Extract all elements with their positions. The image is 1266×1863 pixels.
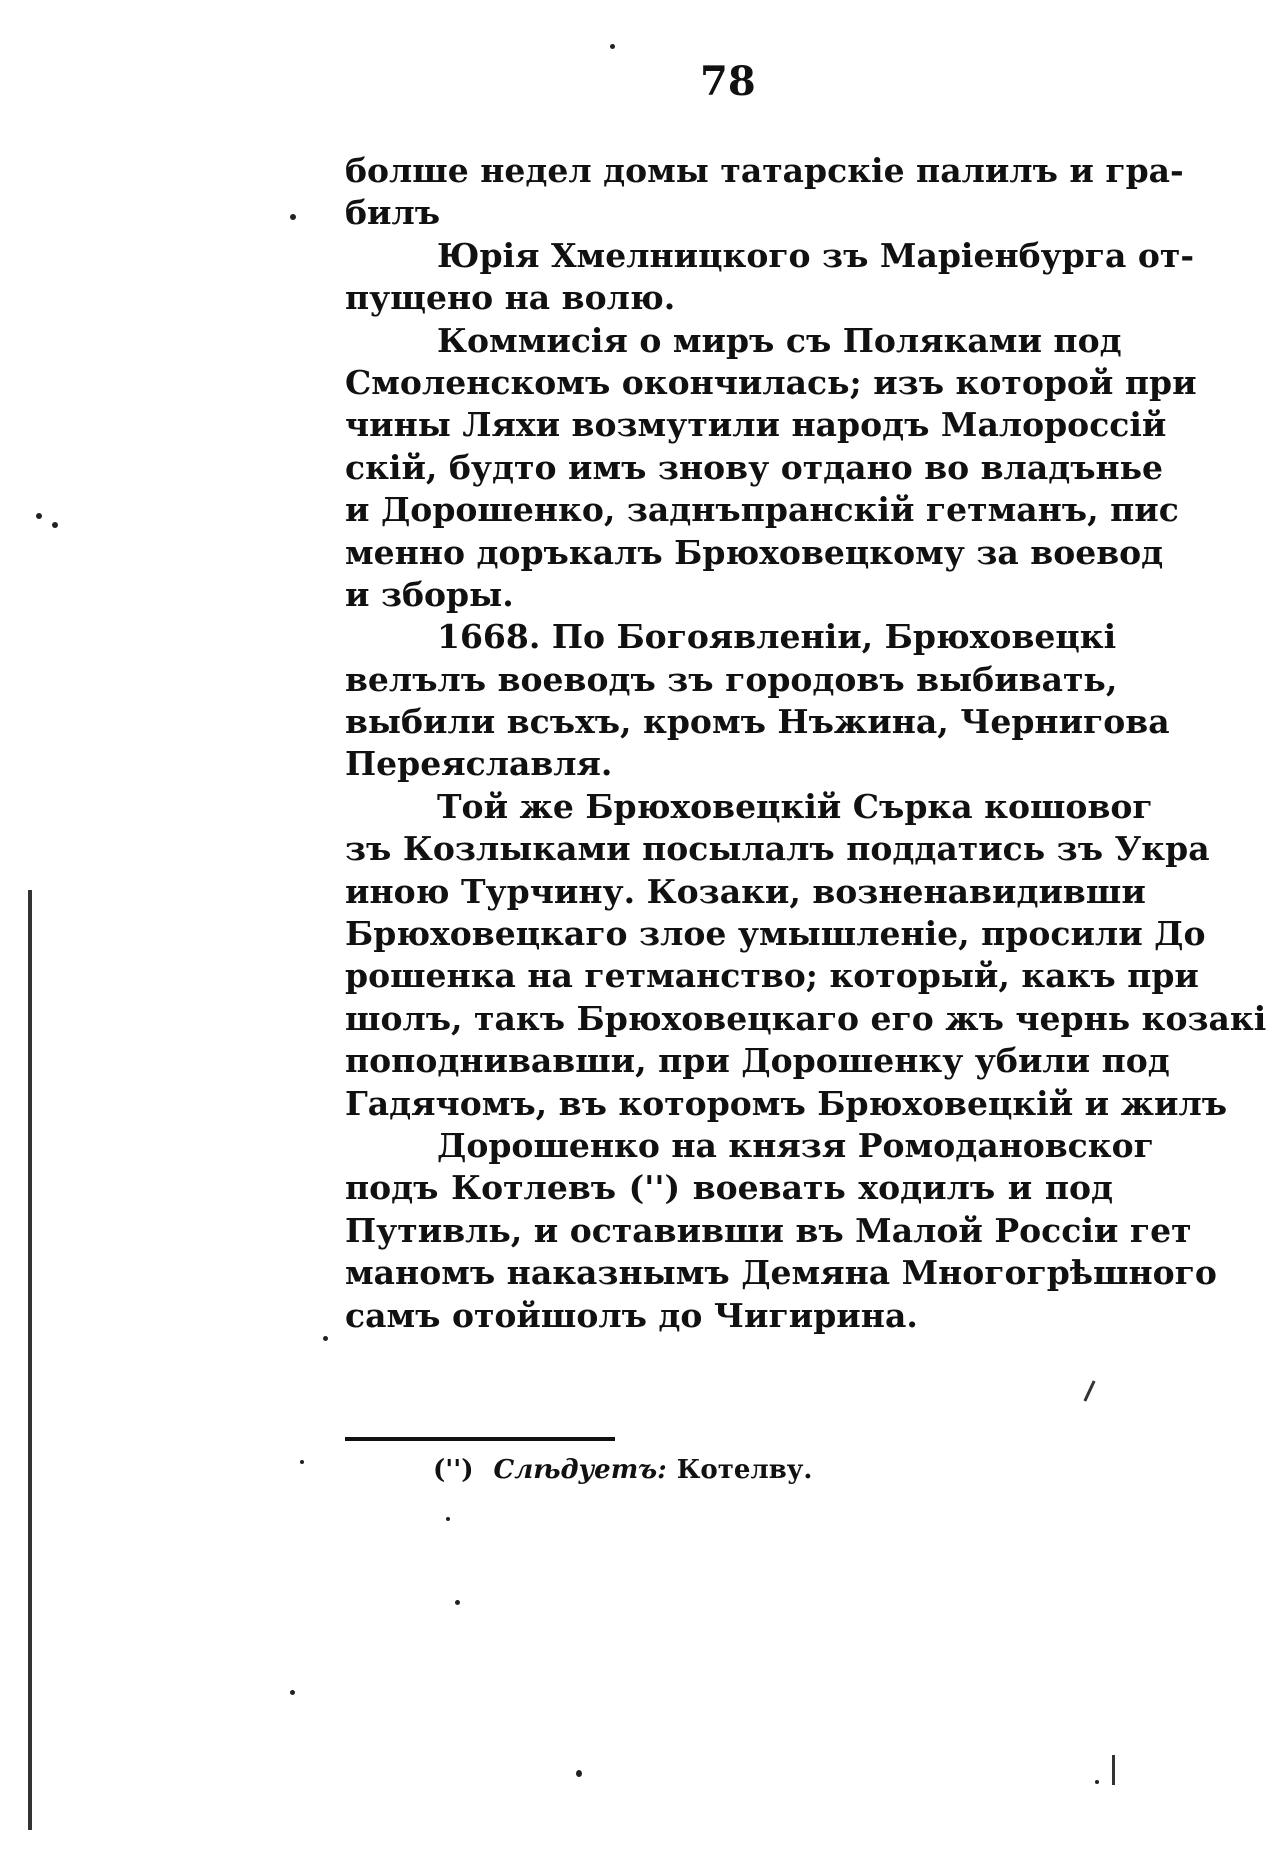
footnote [433, 1452, 812, 1488]
scan-speck [455, 1600, 460, 1605]
scan-margin-line [28, 890, 32, 1830]
text-line: Смоленскомъ окончилась; изъ которой при [345, 362, 1197, 402]
scan-speck [52, 522, 58, 528]
text-line: Дорошенко на князя Ромодановског [437, 1125, 1154, 1165]
scan-speck [323, 1336, 328, 1341]
footnote-divider [345, 1437, 615, 1441]
text-line: пущено на волю. [345, 278, 676, 318]
text-line: иною Турчину. Козаки, возненавидивши [345, 871, 1146, 911]
text-line: подъ Котлевъ ('') воевать ходилъ и под [345, 1168, 1113, 1208]
footnote-lead: Слѣдуетъ: [493, 1455, 667, 1485]
text-line: скій, будто имъ знову отдано во владънье [345, 447, 1164, 487]
text-line: Коммисія о миръ съ Поляками под [437, 320, 1122, 360]
text-line: велълъ воеводъ зъ городовъ выбивать, [345, 659, 1118, 699]
text-line: менно доръкалъ Брюховецкому за воевод [345, 532, 1164, 572]
text-line: Гадячомъ, въ которомъ Брюховецкій и жилъ [345, 1083, 1228, 1123]
text-line: шолъ, такъ Брюховецкаго его жъ чернь козакі [345, 998, 1266, 1038]
text-line: билъ [345, 193, 441, 233]
body-text [345, 150, 1266, 1337]
scan-speck [300, 1460, 304, 1464]
text-line: и Дорошенко, заднъпранскій гетманъ, пис [345, 490, 1179, 530]
text-line: Юрія Хмелницкого зъ Маріенбурга от- [437, 235, 1195, 275]
text-line: Той же Брюховецкій Сърка кошовог [437, 786, 1153, 826]
text-line: Переяславля. [345, 744, 613, 784]
text-line: болше недел домы татарскіе палилъ и гра- [345, 151, 1184, 190]
scan-speck [576, 1770, 582, 1777]
text-line: самъ отойшолъ до Чигирина. [345, 1295, 918, 1335]
scan-speck [290, 1690, 295, 1695]
scan-speck [36, 513, 42, 519]
scan-margin-line [1112, 1755, 1115, 1785]
text-line: зъ Козлыками посылалъ поддатись зъ Укра [345, 829, 1210, 869]
text-line: выбили всъхъ, кромъ Нъжина, Чернигова [345, 702, 1170, 742]
footnote-mark: ('') [433, 1455, 474, 1485]
text-line: поподнивавши, при Дорошенку убили под [345, 1041, 1170, 1081]
text-line: Брюховецкаго злое умышленіе, просили До [345, 914, 1206, 954]
page-number: 78 [700, 58, 756, 105]
text-line: рошенка на гетманство; который, какъ при [345, 956, 1199, 996]
footnote-text: Котелву. [676, 1455, 813, 1485]
text-line: маномъ наказнымъ Демяна Многогрѣшного [345, 1253, 1217, 1293]
scan-speck [1095, 1780, 1099, 1784]
scan-speck [610, 44, 615, 49]
text-line: 1668. По Богоявленіи, Брюховецкі [437, 617, 1117, 657]
scan-speck [446, 1517, 450, 1521]
scan-speck [290, 214, 296, 220]
text-line: Путивль, и оставивши въ Малой Россіи гет [345, 1210, 1192, 1250]
text-line: и зборы. [345, 574, 514, 614]
scan-margin-line [1083, 1380, 1095, 1401]
text-line: чины Ляхи возмутили народъ Малороссій [345, 405, 1167, 445]
